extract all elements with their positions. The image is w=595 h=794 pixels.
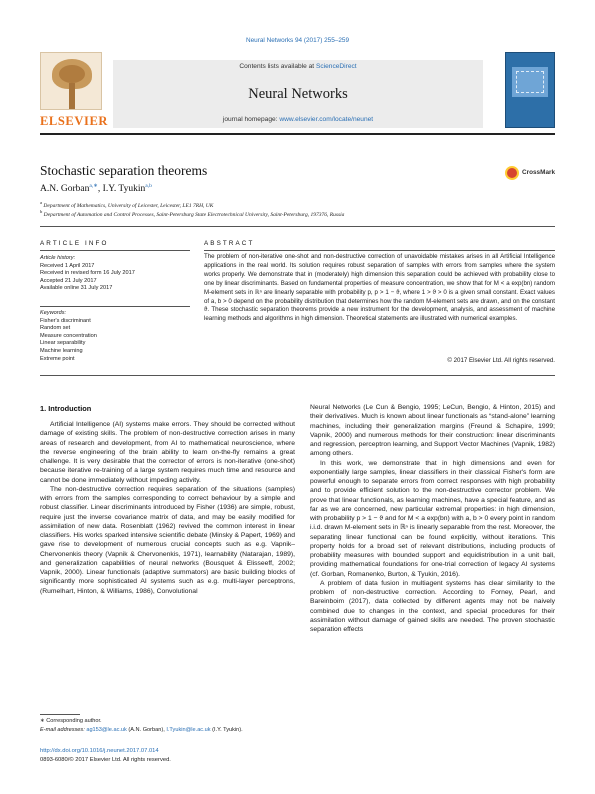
body-paragraph: A problem of data fusion in multiagent systems has clear similarity to the problem of non-destructive correction. According to Forney, Pearl, and Bareinboim (2017), data collected by different agents may not be naively combined due to changes in the context, and special procedures for their assimilation without damage of gained skills are needed. The proven stochastic separation effects (310, 579, 555, 633)
author-name: A.N. Gorban (40, 184, 90, 195)
keywords-block (40, 310, 190, 363)
history-item: Received in revised form 16 July 2017 (40, 270, 135, 277)
left-column (40, 420, 295, 596)
issn-line: 0893-6080/© 2017 Elsevier Ltd. All rights reserved. (40, 757, 171, 763)
body-paragraph: In this work, we demonstrate that in high dimensions and even for exponentially large samples, linear classifiers in their classical Fisher's form are powerful enough to separate errors from correct responses with high probability and to provide efficient solution to the non-destructive corrector problem. We prove that linear functionals, as learning machines, have a special feature, and as far as we are concerned, new particular extremal properties: in high dimension, with probability p > 1 − ϑ and for M < a exp(bn) with a, b > 0 every point in random i.i.d. drawn M-element sets in ℝⁿ is linearly separable from the rest. Moreover, the separating linear functional can be found explicitly, without iterations. This property holds for a broad set of relevant distributions, including products of probability measures with bounded support and equidistribution in a unit ball, providing mathematical foundations for one-trial correction of legacy AI systems (cf. Gorban, Romanenko, Burton, & Tyukin, 2016). (310, 459, 555, 578)
body-paragraph: The non-destructive correction requires separation of the situations (samples) with errors from the samples corresponding to correct behaviour by a simple and robust classifier. Linear discriminants introduced by Fisher (1936) are simple, robust, require just the inverse covariance matrix of data, and may be easily modified for assimilation of new data. Rosenblatt (1962) revived the common interest in linear classifiers. His works sparked intensive scientific debate (Minsky & Papert, 1969) and gave rise to development of numerous crucial concepts such as e.g. Vapnik–Chervonenkis theory (Vapnik & Chervonenkis, 1971), learnability (Natarajan, 1989), and generalization capabilities of neural networks (Bousquet & Elisseeff, 2002; Vapnik, 2000). Linear functionals (adaptive summators) are basic building blocks of significantly more sophisticated AI systems such as e.g. multi-layer perceptrons, (Rumelhart, Hinton, & Williams, 1986), Convolutional (40, 485, 295, 595)
history-heading: Article history: (40, 255, 76, 261)
keyword: Linear separability (40, 340, 86, 347)
author-name: I.Y. Tyukin (102, 184, 146, 195)
affiliation-text: Department of Automation and Control Processes, Saint-Petersburg State Electrotechnical University, Saint-Petersburg, 197376, Russia (43, 211, 345, 218)
email-footnote (40, 727, 295, 734)
title-rule (40, 226, 555, 227)
journal-homepage-link[interactable]: www.elsevier.com/locate/neunet (279, 116, 374, 123)
crossmark-badge[interactable] (505, 166, 565, 182)
homepage-prefix: journal homepage: (222, 116, 280, 123)
affiliation (40, 209, 344, 218)
keyword: Machine learning (40, 347, 83, 354)
section-heading: 1. Introduction (40, 404, 92, 413)
sciencedirect-link[interactable]: ScienceDirect (315, 63, 357, 70)
email-link[interactable]: I.Tyukin@le.ac.uk (166, 727, 211, 733)
email-link[interactable]: ag153@le.ac.uk (86, 727, 127, 733)
email-prefix: E-mail addresses: (40, 727, 87, 733)
abstract-label: ABSTRACT (204, 240, 255, 247)
keyword: Measure concentration (40, 332, 97, 339)
homepage-line (113, 116, 483, 123)
body-paragraph: Neural Networks (Le Cun & Bengio, 1995; LeCun, Bengio, & Hinton, 2015) and their derivatives. Much is known about linear functionals as “stand-alone” learning machines, including their generalization margins (Freund & Schapire, 1999; Vapnik, 2000) and numerous methods for their construction: linear discriminants and regression, perceptron learning, and Support Vector Machines (Vapnik, 1982) among others. (310, 404, 555, 458)
affiliation (40, 200, 213, 209)
doi-link[interactable]: http://dx.doi.org/10.1016/j.neunet.2017.07.014 (40, 748, 159, 754)
contents-line (113, 63, 483, 70)
crossmark-icon (505, 166, 519, 180)
elsevier-wordmark: ELSEVIER (40, 114, 109, 128)
article-history (40, 255, 190, 293)
journal-cover-image (505, 52, 555, 128)
author-marks[interactable]: a,∗ (89, 183, 98, 189)
author-marks[interactable]: a,b (145, 183, 152, 189)
contents-prefix: Contents lists available at (239, 63, 316, 70)
masthead-rule (40, 133, 555, 135)
abstract-rule (204, 250, 555, 251)
keywords-heading: Keywords: (40, 310, 67, 316)
elsevier-tree-icon (40, 52, 102, 110)
history-item: Accepted 21 July 2017 (40, 277, 97, 284)
author-list (40, 183, 152, 194)
article-info-label: ARTICLE INFO (40, 240, 109, 247)
footnote-rule (40, 714, 80, 715)
crossmark-label: CrossMark (522, 169, 556, 176)
email-owner: (I.Y. Tyukin). (210, 727, 243, 733)
article-info-rule (40, 250, 190, 251)
abstract-bottom-rule (40, 375, 555, 376)
right-column (310, 403, 555, 634)
journal-title: Neural Networks (248, 86, 348, 102)
affiliation-text: Department of Mathematics, University of Leicester, Leicester, LE1 7RH, UK (43, 202, 214, 209)
affiliation-mark: b (40, 209, 43, 214)
affiliation-mark: a (40, 200, 43, 205)
history-item: Received 1 April 2017 (40, 262, 95, 269)
body-paragraph: Artificial Intelligence (AI) systems make errors. They should be corrected without damage of existing skills. The problem of non-destructive correction arises in many areas of research and development, from AI to mathematical neuroscience, where the reverse engineering of the brain ability to learn on-the-fly remains a great challenge. It is very desirable that the corrector of errors is non-iterative (one-shot) because iterative re-training of a large system requires much time and resource and cannot be done immediately without impeding activity. (40, 421, 295, 484)
keyword: Fisher's discriminant (40, 317, 91, 324)
running-citation[interactable]: Neural Networks 94 (2017) 255–259 (245, 37, 350, 44)
keywords-rule (40, 306, 190, 307)
abstract-copyright: © 2017 Elsevier Ltd. All rights reserved. (447, 357, 555, 364)
author-separator: , (97, 184, 103, 195)
elsevier-logo (40, 52, 109, 130)
article-title: Stochastic separation theorems (40, 163, 208, 178)
email-owner: (A.N. Gorban), (126, 727, 167, 733)
history-item: Available online 31 July 2017 (40, 285, 113, 292)
abstract-text: The problem of non-iterative one-shot and non-destructive correction of unavoidable mistakes arises in all Artificial Intelligence applications in the real world. Its solution requires robust separation of samples with errors from samples where the system works properly. We demonstrate that in (moderately) high dimension this separation could be achieved with probability close to one by linear discriminants. Based on fundamental properties of measure concentration, we show that for M < a exp(bn) random M-element sets in ℝⁿ are linearly separable with probability p, p > 1 − ϑ, where 1 > ϑ > 0 is a given small constant. Exact values of a, b > 0 depend on the probability distribution that determines how the random M-element sets are drawn, and on the constant ϑ. These stochastic separation theorems provide a new instrument for the development, analysis, and assessment of machine learning methods and algorithms in high dimension. Theoretical statements are illustrated with numerical examples. (204, 253, 555, 323)
keyword: Random set (40, 325, 71, 332)
keyword: Extreme point (40, 355, 75, 362)
corresponding-author-note: ∗ Corresponding author. (40, 718, 102, 724)
